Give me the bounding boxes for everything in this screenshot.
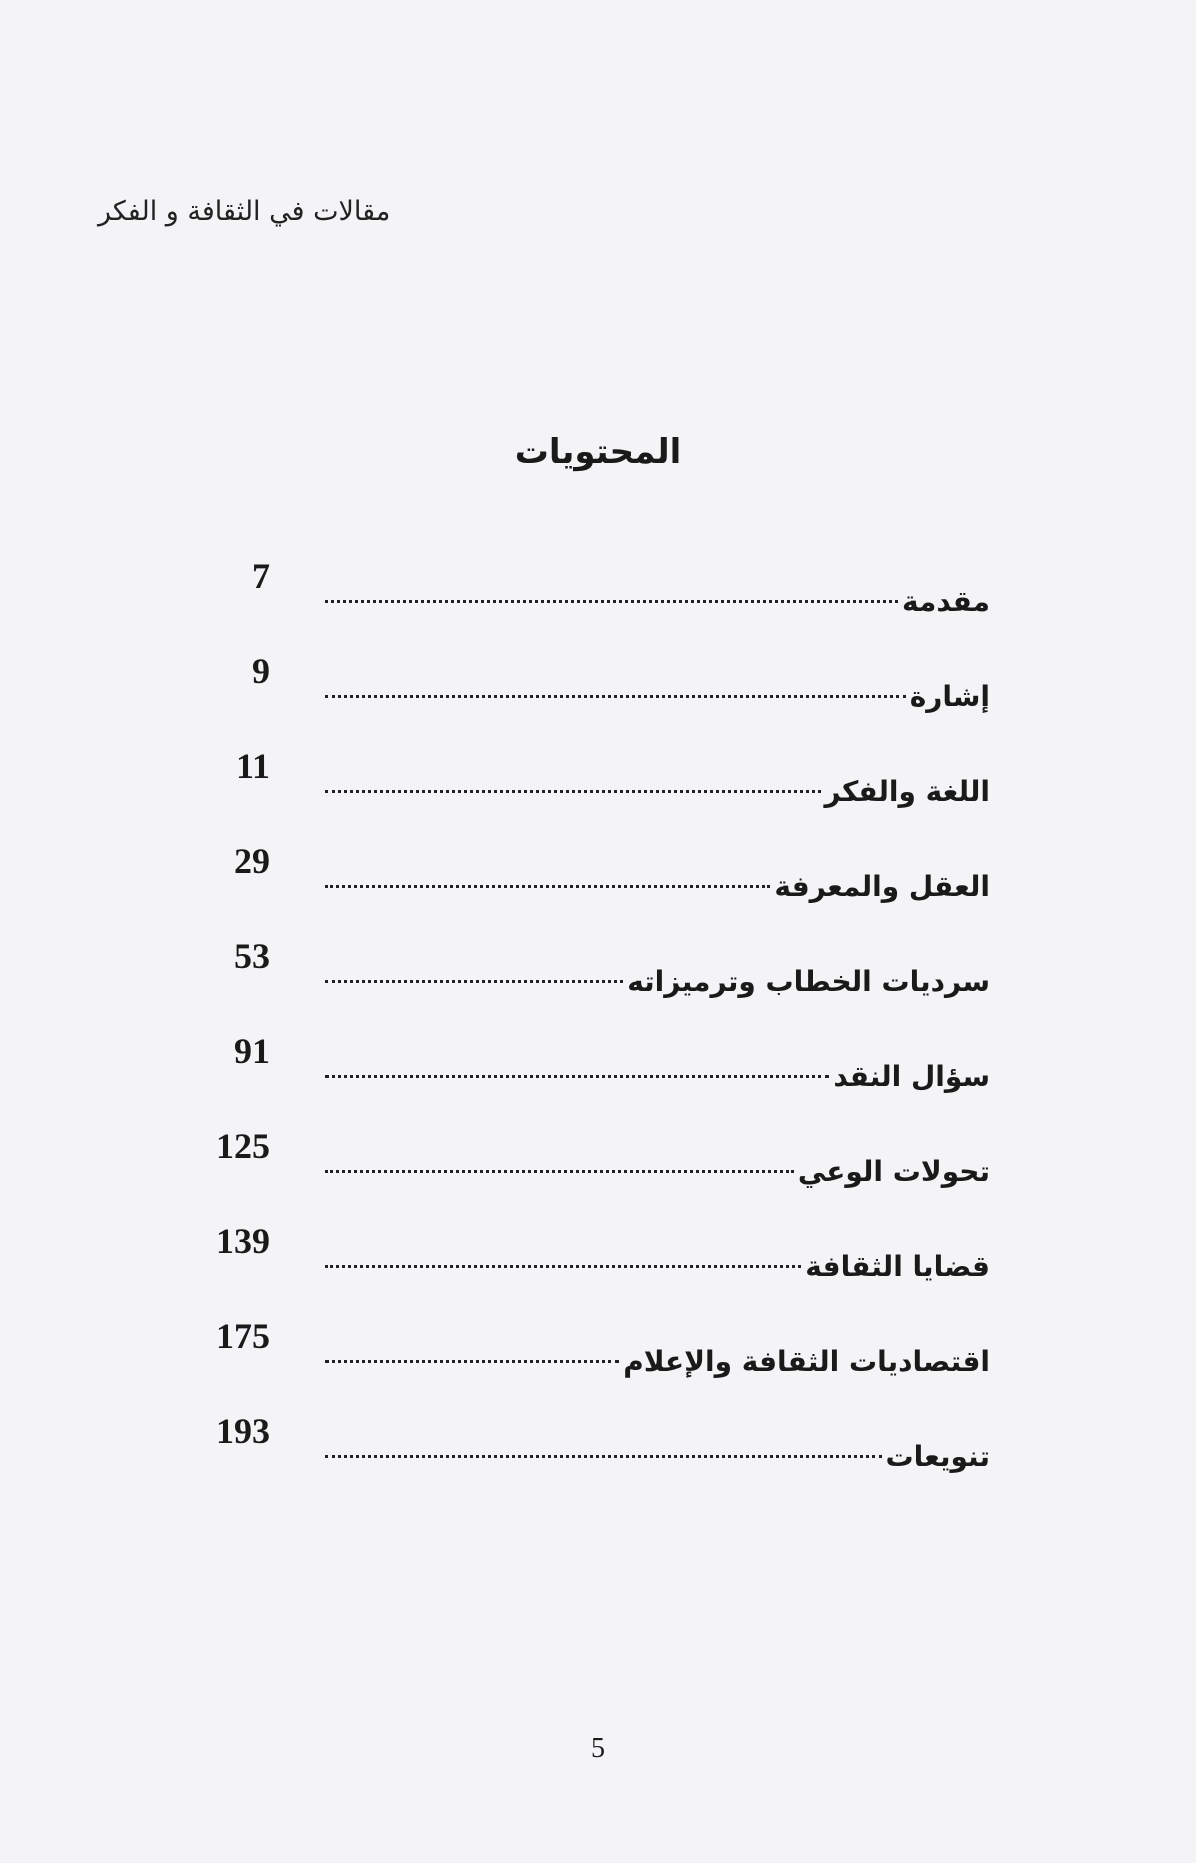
toc-entry-title: اقتصاديات الثقافة والإعلام <box>623 1345 990 1378</box>
running-header: مقالات في الثقافة و الفكر <box>98 196 391 227</box>
toc-entry-title: العقل والمعرفة <box>774 870 990 903</box>
toc-dot-leader <box>325 600 898 603</box>
toc-entry-line <box>325 865 990 909</box>
toc-entry[interactable] <box>180 746 990 841</box>
table-of-contents <box>180 556 990 1506</box>
toc-title: المحتويات <box>514 432 682 472</box>
toc-entry[interactable] <box>180 1221 990 1316</box>
toc-entry-line <box>325 960 990 1004</box>
toc-entry-title: اللغة والفكر <box>824 775 990 808</box>
toc-page-number: 9 <box>252 651 270 691</box>
toc-page-number: 175 <box>216 1316 270 1356</box>
toc-dot-leader <box>325 1455 882 1458</box>
toc-dot-leader <box>325 1170 794 1173</box>
toc-entry-line <box>325 1245 990 1289</box>
toc-page-number: 53 <box>234 936 270 976</box>
toc-entry[interactable] <box>180 1126 990 1221</box>
toc-dot-leader <box>325 1360 619 1363</box>
toc-entry[interactable] <box>180 556 990 651</box>
toc-dot-leader <box>325 980 623 983</box>
toc-entry-line <box>325 1435 990 1479</box>
toc-dot-leader <box>325 1265 801 1268</box>
toc-dot-leader <box>325 790 821 793</box>
toc-dot-leader <box>325 1075 829 1078</box>
toc-entry-title: إشارة <box>909 680 990 713</box>
toc-entry-title: تنويعات <box>885 1440 990 1473</box>
toc-page-number: 125 <box>216 1126 270 1166</box>
toc-page-number: 91 <box>234 1031 270 1071</box>
toc-dot-leader <box>325 885 770 888</box>
toc-entry-title: مقدمة <box>902 585 990 618</box>
toc-entry-line <box>325 675 990 719</box>
toc-page-number: 11 <box>235 746 270 786</box>
toc-entry[interactable] <box>180 841 990 936</box>
toc-entry-title: سرديات الخطاب وترميزاته <box>627 965 990 998</box>
toc-page-number: 7 <box>252 556 270 596</box>
toc-entry-title: قضايا الثقافة <box>805 1250 990 1283</box>
toc-entry-title: تحولات الوعي <box>797 1155 990 1188</box>
toc-entry-line <box>325 1340 990 1384</box>
toc-entry-line <box>325 1150 990 1194</box>
toc-page-number: 193 <box>216 1411 270 1451</box>
toc-entry[interactable] <box>180 651 990 746</box>
toc-entry[interactable] <box>180 1411 990 1506</box>
toc-entry-line <box>325 770 990 814</box>
page-number: 5 <box>591 1733 605 1764</box>
toc-entry-line <box>325 1055 990 1099</box>
toc-page-number: 139 <box>216 1221 270 1261</box>
toc-dot-leader <box>325 695 906 698</box>
toc-entry[interactable] <box>180 936 990 1031</box>
toc-entry[interactable] <box>180 1316 990 1411</box>
toc-entry-line <box>325 580 990 624</box>
toc-entry[interactable] <box>180 1031 990 1126</box>
toc-page-number: 29 <box>234 841 270 881</box>
toc-entry-title: سؤال النقد <box>833 1060 990 1093</box>
